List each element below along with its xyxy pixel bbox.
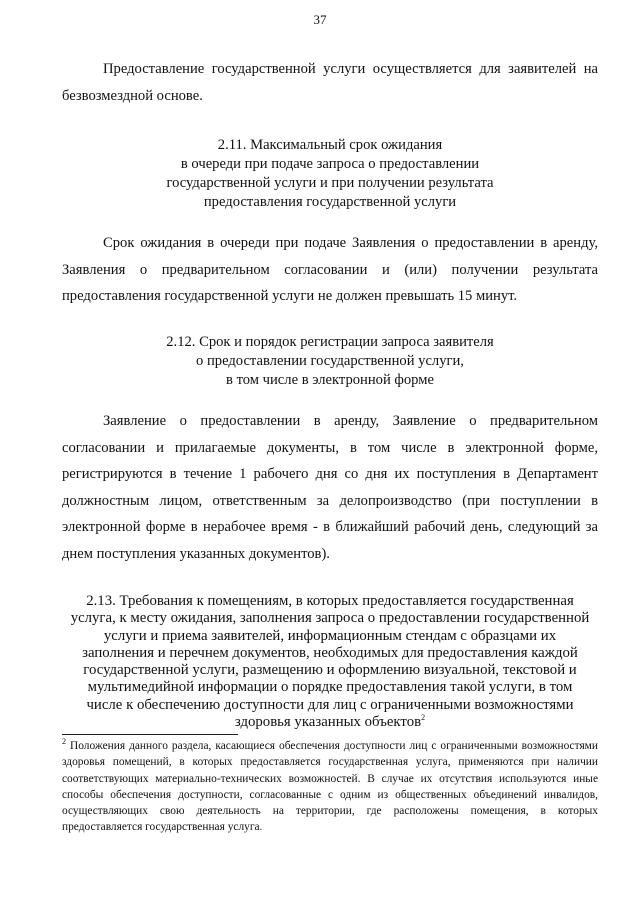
heading-line: услуга, к месту ожидания, заполнения запроса о предоставлении государственной (70, 610, 590, 627)
heading-line: услуги и приема заявителей, информационным стендам с образцами их (103, 627, 557, 644)
heading-line: в том числе в электронной форме (226, 372, 434, 388)
heading-line: государственной услуги, размещению и оформлению визуальной, текстовой и (83, 662, 577, 679)
heading-line: предоставления государственной услуги (203, 194, 457, 210)
heading-line: числе к обеспечению доступности для лиц с ограниченными возможностями (86, 696, 574, 713)
heading-line: 2.13. Требования к помещениям, в которых предоставляется государственная (86, 593, 574, 609)
heading-line-text: здоровья указанных объектов (234, 714, 422, 731)
heading-line: заполнения и перечнем документов, необходимых для предоставления каждой (82, 644, 578, 661)
footnote-separator (62, 734, 238, 735)
heading-line: о предоставлении государственной услуги, (196, 353, 464, 369)
section-2-11-body: Срок ожидания в очереди при подаче Заявления о предоставлении в аренду, Заявления о предварительном согласовании и (или) получении результата предоставления государственной услуги не должен превышать 15 минут. (62, 235, 598, 304)
section-2-13-heading (56, 593, 604, 731)
footnote (62, 738, 598, 836)
footnote-reference: 2 (421, 713, 426, 723)
heading-line: в очереди при подаче запроса о предоставлении (180, 156, 480, 172)
section-2-12-body: Заявление о предоставлении в аренду, Заявление о предварительном согласовании и прилагаемые документы, в том числе в электронной форме, регистрируются в течение 1 рабочего дня со дня их поступления в Департамент должностным лицом, ответственным за делопроизводство (при поступлении в электронной форме в нерабочее время - в ближайший рабочий день, следующий за днем поступления указанных документов). (62, 413, 598, 562)
intro-paragraph: Предоставление государственной услуги осуществляется для заявителей на безвозмездной основе. (62, 61, 598, 104)
page-number: 37 (313, 12, 327, 27)
heading-line: мультимедийной информации о порядке предоставления такой услуги, в том (87, 679, 573, 696)
heading-line: 2.11. Максимальный срок ожидания (217, 137, 443, 153)
heading-line: 2.12. Срок и порядок регистрации запроса заявителя (166, 334, 494, 350)
footnote-text: Положения данного раздела, касающиеся обеспечения доступности лиц с ограниченными возможностями здоровья помещений, в которых предоставляется государственная услуга, применяются при наличии соответствующих материально-технических возможностей. В случае их отсутствия используются иные способы обеспечения доступности, согласованные с одним из общественных объединений инвалидов, осуществляющих свою деятельность на территории, где расположены помещения, в которых предоставляется государственная услуга. (62, 740, 598, 834)
footnote-marker: 2 (62, 737, 66, 747)
heading-line (56, 714, 604, 731)
section-2-12-heading (60, 333, 600, 390)
heading-line: государственной услуги и при получении результата (166, 175, 494, 191)
section-2-11-heading (60, 136, 600, 212)
